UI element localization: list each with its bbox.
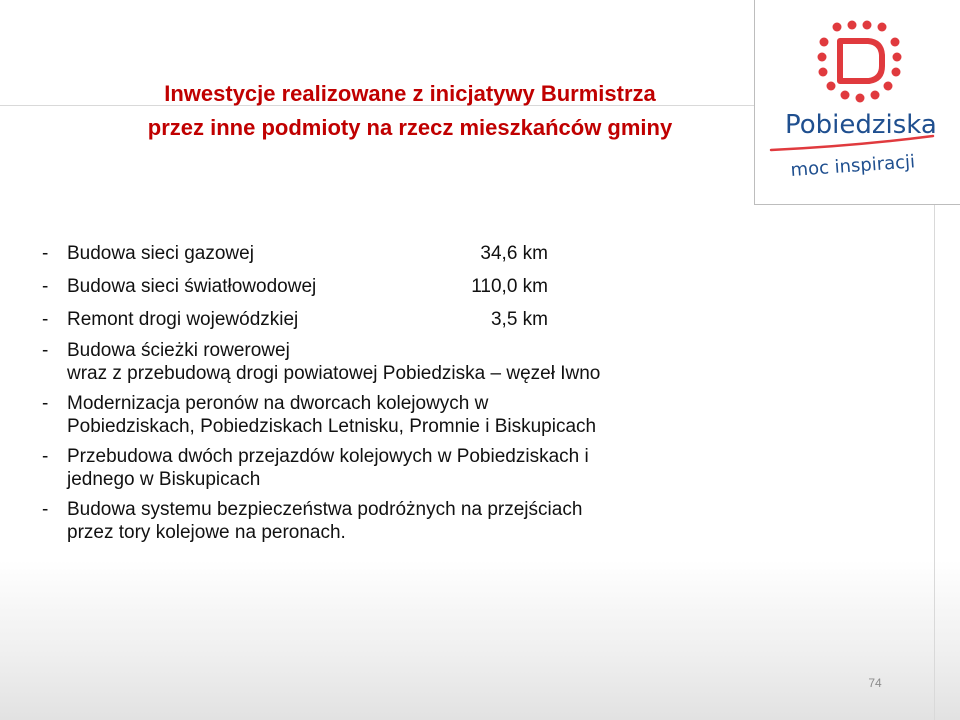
investment-list (42, 240, 782, 551)
item-text: Modernizacja peronów na dworcach kolejowych w Pobiedziskach, Pobiedziskach Letnisku, Promnie i Biskupicach (67, 393, 597, 437)
item-text: Przebudowa dwóch przejazdów kolejowych w Pobiedziskach i jednego w Biskupicach (67, 446, 589, 490)
item-text: Budowa systemu bezpieczeństwa podróżnych na przejściach przez tory kolejowe na peronach. (67, 499, 583, 543)
bullet-dash: - (42, 499, 49, 520)
pobiedziska-logo (755, 0, 960, 206)
slide-title-line-2: przez inne podmioty na rzecz mieszkańców gminy (147, 115, 673, 140)
bullet-dash: - (42, 243, 49, 264)
logo-emblem-icon (818, 21, 902, 103)
item-value: 3,5 km (490, 309, 548, 330)
list-item (42, 306, 782, 333)
item-value: 110,0 km (471, 276, 548, 297)
item-label: Budowa sieci gazowej (67, 243, 254, 264)
bullet-dash: - (42, 276, 49, 297)
list-item (42, 339, 782, 385)
list-item (42, 273, 782, 300)
slide-title-line-1: Inwestycje realizowane z inicjatywy Burmistrza (164, 81, 656, 106)
bullet-dash: - (42, 309, 49, 330)
item-value: 34,6 km (480, 243, 548, 264)
bullet-dash: - (42, 393, 49, 414)
item-text: Budowa ścieżki rowerowej wraz z przebudową drogi powiatowej Pobiedziska – węzeł Iwno (67, 340, 601, 384)
list-item (42, 498, 782, 544)
bullet-dash: - (42, 446, 49, 467)
right-divider (934, 205, 935, 720)
list-item (42, 392, 782, 438)
item-label: Budowa sieci światłowodowej (67, 276, 317, 297)
bullet-dash: - (42, 340, 49, 361)
logo-tagline: moc inspiracji (789, 151, 916, 181)
logo-wordmark: Pobiedziska (785, 110, 937, 140)
slide-title (60, 77, 760, 145)
list-item (42, 445, 782, 491)
page-number: 74 (868, 676, 882, 690)
logo-panel (754, 0, 960, 205)
list-item (42, 240, 782, 267)
item-label: Remont drogi wojewódzkiej (67, 309, 299, 330)
